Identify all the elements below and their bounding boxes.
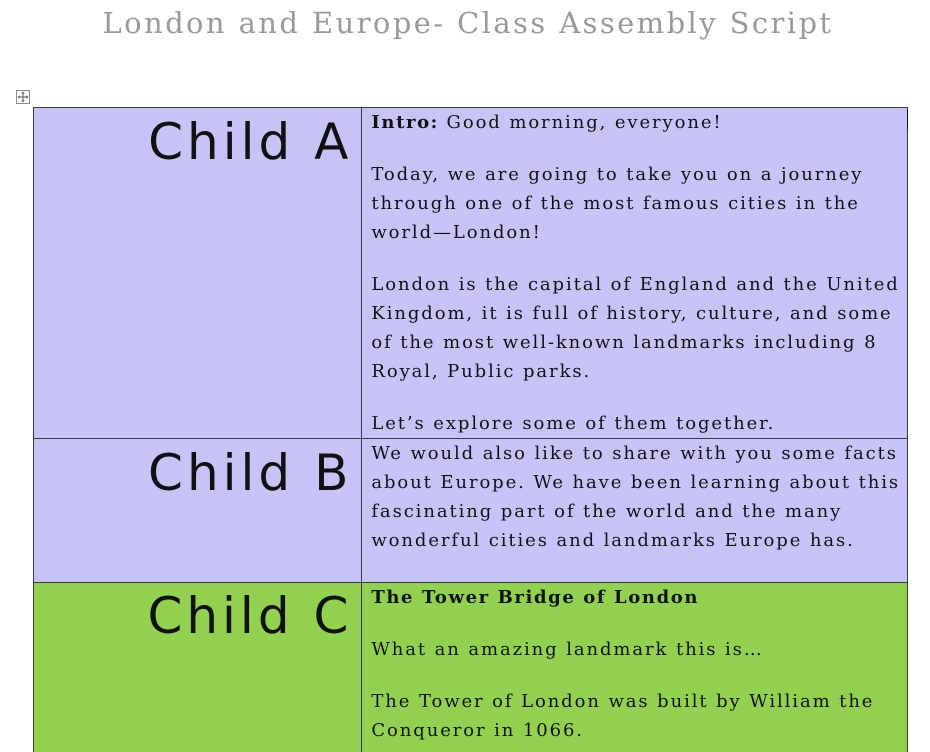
- lines-cell[interactable]: [362, 439, 908, 583]
- script-line: [371, 160, 901, 247]
- table-row: [34, 108, 908, 439]
- speaker-cell[interactable]: [34, 439, 362, 583]
- table-row: [34, 439, 908, 583]
- script-line-heading: The Tower Bridge of London: [371, 587, 700, 608]
- speaker-name: Child B: [148, 444, 353, 502]
- speaker-cell[interactable]: [34, 108, 362, 439]
- script-line: [371, 270, 901, 386]
- table-row: [34, 583, 908, 752]
- script-line-text: Let’s explore some of them together.: [371, 413, 776, 434]
- script-line: [371, 583, 901, 612]
- document-title: London and Europe- Class Assembly Script: [102, 6, 834, 40]
- script-line: [371, 439, 901, 555]
- table-move-handle[interactable]: [16, 90, 30, 104]
- script-line: [371, 687, 901, 745]
- script-line: [371, 635, 901, 664]
- script-line-text: The Tower of London was built by William the Conqueror in 1066.: [371, 691, 875, 741]
- speaker-name: Child A: [148, 113, 353, 171]
- script-line-text: Good morning, everyone!: [438, 112, 723, 133]
- speaker-name: Child C: [147, 587, 353, 645]
- script-line-text: We would also like to share with you some facts about Europe. We have been learning about this fascinating part of the world and the many wonderful cities and landmarks Europe has.: [371, 443, 901, 551]
- script-line-text: Today, we are going to take you on a journey through one of the most famous cities in the world—London!: [371, 164, 864, 243]
- script-line-text: London is the capital of England and the United Kingdom, it is full of history, culture, and some of the most well-known landmarks including 8 Royal, Public parks.: [371, 274, 900, 382]
- script-line-lead: Intro:: [371, 112, 439, 133]
- script-line: [371, 409, 901, 438]
- text-cursor: [907, 109, 908, 129]
- lines-cell[interactable]: [362, 108, 908, 439]
- lines-cell[interactable]: [362, 583, 908, 752]
- script-line-text: What an amazing landmark this is…: [371, 639, 764, 660]
- script-table: [33, 107, 908, 752]
- move-arrows-icon: [17, 91, 29, 103]
- script-line: [371, 108, 901, 137]
- speaker-cell[interactable]: [34, 583, 362, 752]
